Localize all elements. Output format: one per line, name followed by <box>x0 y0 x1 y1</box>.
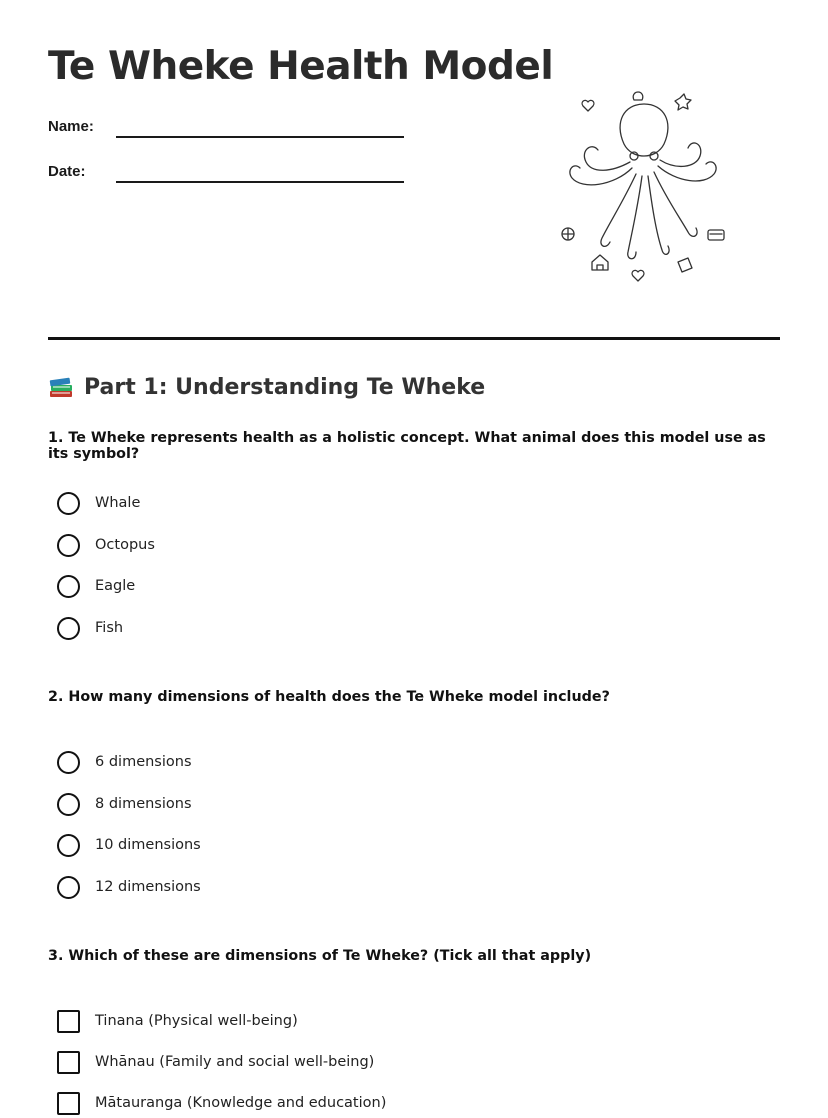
option-label: Mātauranga (Knowledge and education) <box>95 1095 387 1111</box>
option-label: Octopus <box>95 537 155 553</box>
checkbox[interactable] <box>57 1051 80 1074</box>
question-1: 1. Te Wheke represents health as a holistic concept. What animal does this model use as its symbol? <box>48 430 766 462</box>
part1-heading-text: Part 1: Understanding Te Wheke <box>84 374 486 400</box>
q2-option-12[interactable] <box>57 874 201 900</box>
radio-button[interactable] <box>57 492 80 515</box>
radio-button[interactable] <box>57 793 80 816</box>
q2-option-8[interactable] <box>57 791 192 817</box>
q1-option-octopus[interactable] <box>57 532 155 558</box>
q1-option-eagle[interactable] <box>57 573 135 599</box>
q3-option-whanau[interactable] <box>57 1049 374 1075</box>
option-label: 8 dimensions <box>95 796 192 812</box>
date-field[interactable] <box>48 161 408 185</box>
option-label: 6 dimensions <box>95 754 192 770</box>
question-2: 2. How many dimensions of health does the Te Wheke model include? <box>48 689 610 705</box>
checkbox[interactable] <box>57 1010 80 1033</box>
option-label: Fish <box>95 620 124 636</box>
radio-button[interactable] <box>57 617 80 640</box>
option-label: Whale <box>95 495 141 511</box>
date-label: Date: <box>48 163 86 180</box>
name-input-line[interactable] <box>116 136 404 138</box>
radio-button[interactable] <box>57 751 80 774</box>
q1-option-whale[interactable] <box>57 490 140 516</box>
octopus-illustration <box>552 82 732 287</box>
q1-option-fish[interactable] <box>57 615 123 641</box>
option-label: 10 dimensions <box>95 837 201 853</box>
checkbox[interactable] <box>57 1092 80 1115</box>
question-3: 3. Which of these are dimensions of Te Wheke? (Tick all that apply) <box>48 948 592 964</box>
q3-option-tinana[interactable] <box>57 1008 298 1034</box>
q3-option-matauranga[interactable] <box>57 1090 386 1116</box>
page-title: Te Wheke Health Model <box>48 44 554 89</box>
part1-heading <box>48 374 485 400</box>
books-icon <box>48 374 74 400</box>
section-divider <box>48 337 780 340</box>
date-input-line[interactable] <box>116 181 404 183</box>
q2-option-6[interactable] <box>57 749 192 775</box>
radio-button[interactable] <box>57 534 80 557</box>
option-label: Whānau (Family and social well-being) <box>95 1054 375 1070</box>
radio-button[interactable] <box>57 834 80 857</box>
radio-button[interactable] <box>57 575 80 598</box>
name-label: Name: <box>48 118 94 135</box>
q2-option-10[interactable] <box>57 832 201 858</box>
option-label: Tinana (Physical well-being) <box>95 1013 298 1029</box>
option-label: Eagle <box>95 578 136 594</box>
radio-button[interactable] <box>57 876 80 899</box>
name-field[interactable] <box>48 116 408 140</box>
option-label: 12 dimensions <box>95 879 201 895</box>
